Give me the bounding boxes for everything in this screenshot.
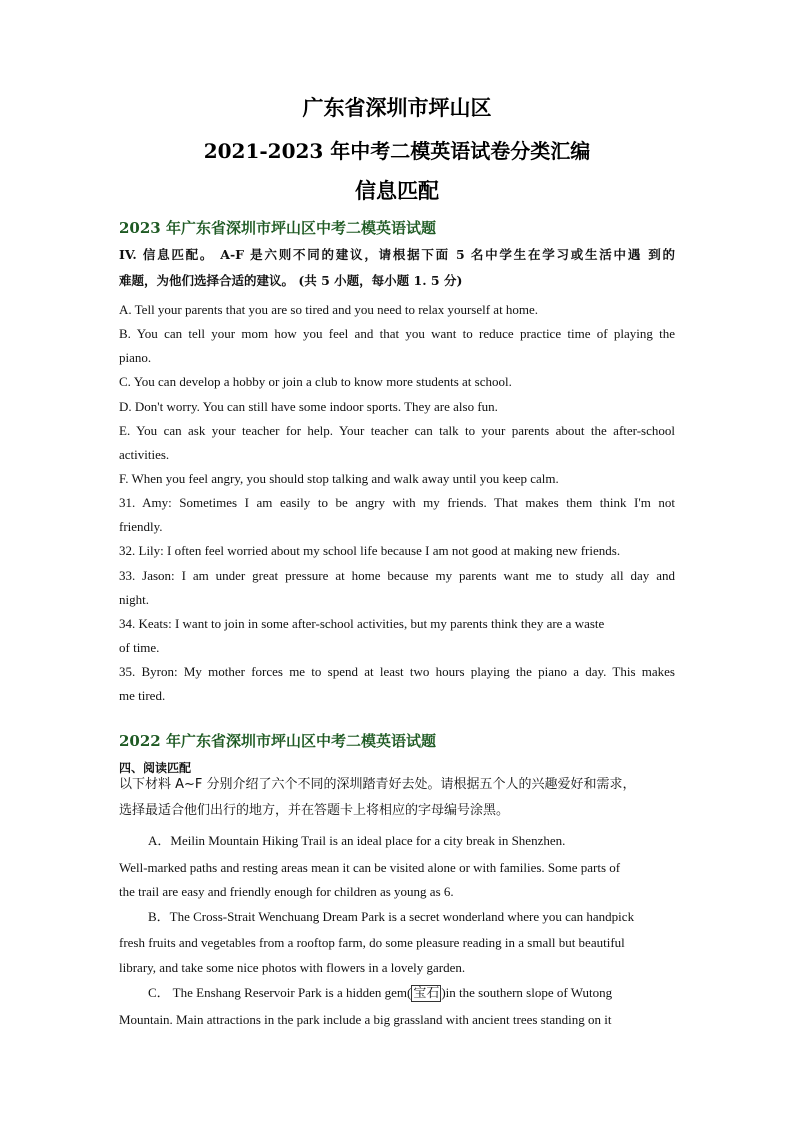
option-d: D. Don't worry. You can still have some indoor sports. They are also fun. [119, 399, 498, 414]
passage-c-line-2: Mountain. Main attractions in the park include a big grassland with ancient trees standing on it [119, 1012, 612, 1027]
passage-a-line-1: A．Meilin Mountain Hiking Trail is an ideal place for a city break in Shenzhen. [148, 833, 566, 848]
option-e: E. You can ask your teacher for help. Your teacher can talk to your parents about the after-school [119, 423, 675, 438]
intro-line-1: 以下材料 A~F 分别介绍了六个不同的深圳踏青好去处。请根据五个人的兴趣爱好和需求， [119, 777, 636, 792]
question-31-cont: friendly. [119, 519, 163, 534]
question-33-cont: night. [119, 592, 149, 607]
passage-b-line-2: fresh fruits and vegetables from a rooftop farm, do some pleasure reading in a small but beautiful [119, 935, 625, 950]
passage-a-line-3: the trail are easy and friendly enough for children as young as 6. [119, 884, 454, 899]
passage-a-line-2: Well-marked paths and resting areas mean it can be visited alone or with families. Some parts of [119, 860, 621, 875]
passage-c-text-post: )in the southern slope of Wutong [441, 985, 613, 1000]
question-34-cont: of time. [119, 640, 160, 655]
part-label: 四、阅读匹配 [119, 761, 192, 775]
question-32: 32. Lily: I often feel worried about my school life because I am not good at making new friends. [119, 543, 621, 558]
instruction-line-1: IV. 信息匹配。 A-F 是六则不同的建议，请根据下面 5 名中学生在学习或生活中遇 到的 [119, 247, 675, 262]
section-2022-heading: 2022 年广东省深圳市坪山区中考二模英语试题 [119, 732, 436, 750]
instruction-line-2: 难题，为他们选择合适的建议。 (共 5 小题，每小题 1. 5 分) [119, 273, 463, 288]
passage-b-line-3: library, and take some nice photos with flowers in a lovely garden. [119, 960, 466, 975]
doc-title-region: 广东省深圳市坪山区 [302, 95, 492, 120]
doc-title-topic: 信息匹配 [355, 178, 439, 203]
option-b-cont: piano. [119, 350, 152, 365]
passage-c-line-1 [148, 985, 675, 1002]
intro-line-2: 选择最适合他们出行的地方，并在答题卡上将相应的字母编号涂黑。 [119, 803, 510, 818]
option-e-cont: activities. [119, 447, 170, 462]
doc-title-collection: 2021-2023 年中考二模英语试卷分类汇编 [203, 139, 591, 163]
question-33: 33. Jason: I am under great pressure at home because my parents want me to study all day and [119, 568, 675, 583]
question-34: 34. Keats: I want to join in some after-school activities, but my parents think they are a waste [119, 616, 605, 631]
question-35: 35. Byron: My mother forces me to spend at least two hours playing the piano a day. This makes [119, 664, 675, 679]
option-b: B. You can tell your mom how you feel and that you want to reduce practice time of playing the [119, 326, 675, 341]
option-a: A. Tell your parents that you are so tired and you need to relax yourself at home. [119, 302, 539, 317]
passage-c-text-pre: C． The Enshang Reservoir Park is a hidden gem( [148, 985, 412, 1000]
passage-b-line-1: B．The Cross-Strait Wenchuang Dream Park is a secret wonderland where you can handpick [148, 909, 635, 924]
question-31: 31. Amy: Sometimes I am easily to be angry with my friends. That makes them think I'm not [119, 495, 675, 510]
section-2023-heading: 2023 年广东省深圳市坪山区中考二模英语试题 [119, 219, 436, 237]
option-f: F. When you feel angry, you should stop talking and walk away until you keep calm. [119, 471, 559, 486]
option-c: C. You can develop a hobby or join a club to know more students at school. [119, 374, 512, 389]
question-35-cont: me tired. [119, 688, 166, 703]
gem-annotation: 宝石 [413, 986, 440, 1001]
